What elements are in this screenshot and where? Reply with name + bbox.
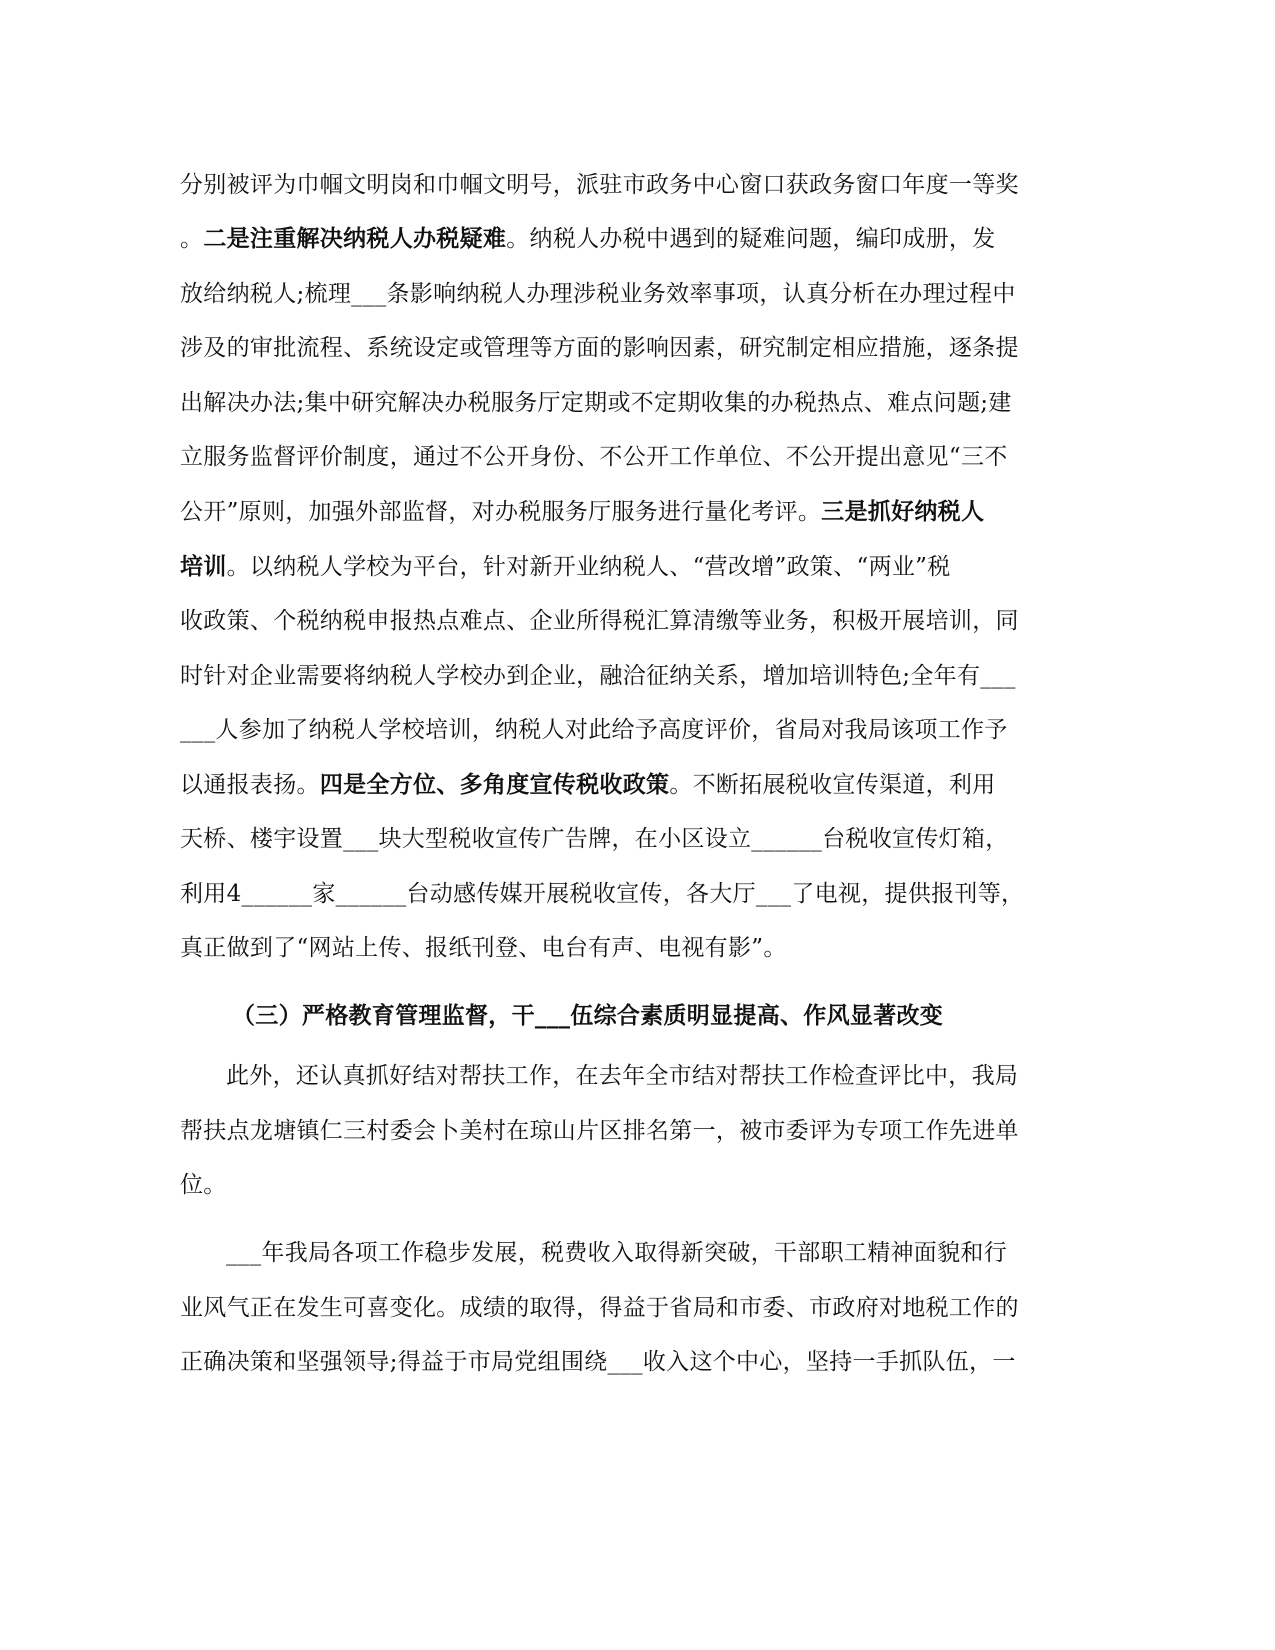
text-span: 正确决策和坚强领导;得益于市局党组围绕___收入这个中心，坚持一手抓队伍，一 (180, 1349, 1016, 1375)
text-line (180, 551, 951, 583)
text-span: 帮扶点龙塘镇仁三村委会卜美村在琼山片区排名第一，被市委评为专项工作先进单 (180, 1118, 1019, 1144)
text-line (180, 332, 1019, 364)
text-line (180, 769, 996, 801)
section-heading (232, 1000, 943, 1032)
text-span: 。 (180, 226, 204, 252)
bold-phrase: 四是全方位、多角度宣传税收政策 (319, 771, 670, 798)
text-line (180, 1292, 1019, 1324)
text-span: 以通报表扬。 (180, 772, 320, 798)
text-span: 涉及的审批流程、系统设定或管理等方面的影响因素，研究制定相应措施，逐条提 (180, 335, 1019, 361)
text-line (180, 496, 984, 528)
text-span: 放给纳税人;梳理___条影响纳税人办理涉税业务效率事项，认真分析在办理过程中 (180, 281, 1016, 307)
bold-phrase: 三是抓好纳税人 (821, 498, 985, 525)
text-line (180, 1169, 227, 1201)
text-span: 收政策、个税纳税申报热点难点、企业所得税汇算清缴等业务，积极开展培训，同 (180, 608, 1019, 634)
text-line (226, 1060, 1018, 1092)
bold-phrase: 培训 (180, 553, 227, 580)
text-line (180, 441, 1008, 473)
bold-phrase: 二是注重解决纳税人办税疑难 (203, 225, 507, 252)
text-span: 利用4______家______台动感传媒开展税收宣传，各大厅___了电视，提供报刊等， (180, 881, 1025, 907)
text-span: 公开”原则，加强外部监督，对办税服务厅服务进行量化考评。 (180, 499, 822, 525)
text-line (180, 605, 1019, 637)
text-span: ___人参加了纳税人学校培训，纳税人对此给予高度评价，省局对我局该项工作予 (180, 717, 1008, 743)
text-line (180, 169, 1019, 201)
text-span: 分别被评为巾帼文明岗和巾帼文明号，派驻市政务中心窗口获政务窗口年度一等奖 (180, 172, 1019, 198)
text-span: 。以纳税人学校为平台，针对新开业纳税人、“营改增”政策、“两业”税 (226, 554, 951, 580)
text-line (180, 387, 1012, 419)
text-line (180, 714, 1008, 746)
text-span: 。纳税人办税中遇到的疑难问题，编印成册，发 (506, 226, 996, 252)
text-line (180, 223, 996, 255)
text-line (180, 1115, 1019, 1147)
text-line (180, 878, 1024, 910)
text-line (180, 660, 1016, 692)
text-line (180, 1346, 1016, 1378)
text-span: 时针对企业需要将纳税人学校办到企业，融洽征纳关系，增加培训特色;全年有___ (180, 663, 1016, 689)
text-span: 真正做到了“网站上传、报纸刊登、电台有声、电视有影”。 (180, 935, 787, 961)
text-span: 此外，还认真抓好结对帮扶工作，在去年全市结对帮扶工作检查评比中，我局 (226, 1063, 1019, 1089)
text-line (180, 823, 1009, 855)
text-line (180, 932, 787, 964)
text-span: 业风气正在发生可喜变化。成绩的取得，得益于省局和市委、市政府对地税工作的 (180, 1295, 1019, 1321)
text-line (226, 1237, 1007, 1269)
text-span: ___年我局各项工作稳步发展，税费收入取得新突破，干部职工精神面貌和行 (226, 1240, 1007, 1266)
text-span: 。不断拓展税收宣传渠道，利用 (669, 772, 996, 798)
text-span: 位。 (180, 1172, 227, 1198)
text-span: 出解决办法;集中研究解决办税服务厅定期或不定期收集的办税热点、难点问题;建 (180, 390, 1012, 416)
bold-phrase: （三）严格教育管理监督，干___伍综合素质明显提高、作风显著改变 (232, 1002, 944, 1029)
text-span: 立服务监督评价制度，通过不公开身份、不公开工作单位、不公开提出意见“三不 (180, 444, 1008, 470)
text-line (180, 278, 1016, 310)
text-span: 天桥、楼宇设置___块大型税收宣传广告牌，在小区设立______台税收宣传灯箱， (180, 826, 1009, 852)
